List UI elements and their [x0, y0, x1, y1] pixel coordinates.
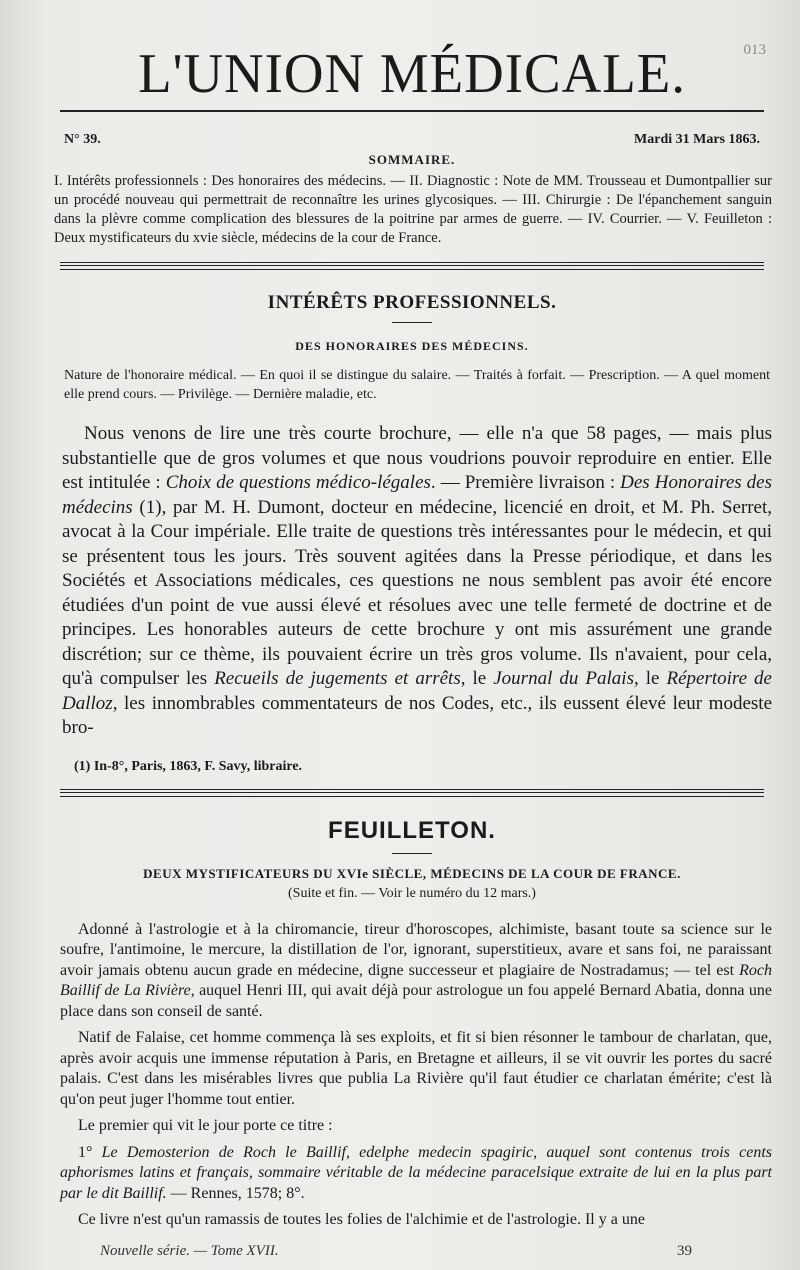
feuilleton-title: FEUILLETON.	[328, 816, 496, 844]
footer-page-number: 39	[677, 1243, 692, 1259]
footnote: (1) In-8°, Paris, 1863, F. Savy, libraire.	[74, 758, 303, 774]
feuilleton-subtitle: DEUX MYSTIFICATEURS DU XVIe SIÈCLE, MÉDECINS DE LA COUR DE FRANCE.	[143, 865, 681, 881]
feuilleton-continuation: (Suite et fin. — Voir le numéro du 12 mars.)	[288, 885, 536, 901]
feuilleton-body	[60, 920, 772, 1231]
masthead-rule	[60, 110, 764, 112]
issue-info	[64, 132, 760, 148]
article-abstract: Nature de l'honoraire médical. — En quoi il se distingue du salaire. — Traités à forfait. — Prescription. — A quel moment elle prend cours. — Privilège. — Dernière maladie, etc.	[64, 368, 770, 402]
feuilleton-paragraph: Le premier qui vit le jour porte ce titre :	[78, 1117, 333, 1134]
feuilleton-paragraph: Adonné à l'astrologie et à la chiromancie, tireur d'horoscopes, alchimiste, basant toute sa science sur le soufre, l'antimoine, le mercure, la distillation de l'or, ignorant, superstitieux, avare et sans foi, ne paraissant avoir jamais obtenu aucun grade en médecine, digne successeur et plagiaire de Nostradamus; — tel est Roch Baillif de La Rivière, auquel Henri III, qui avait déjà pour astrologue un fou appelé Bernard Abatia, donna une place dans son conseil de santé.	[60, 920, 772, 1020]
title-rule	[392, 322, 432, 323]
footer-series: Nouvelle série. — Tome XVII.	[100, 1243, 279, 1259]
top-page-number: 013	[743, 42, 766, 58]
article-body	[62, 422, 772, 741]
feuilleton-rule	[392, 853, 432, 854]
feuilleton-divider	[60, 789, 764, 797]
masthead-title: L'UNION MÉDICALE.	[138, 43, 686, 105]
feuilleton-reference: 1° Le Demosterion de Roch le Baillif, edelphe medecin spagiric, auquel sont contenus trois cents aphorismes latins et français, sommaire véritable de la médecine paracelsique extraite de lui en la plus part par le dit Baillif. — Rennes, 1578; 8°.	[60, 1143, 772, 1202]
issue-number: N° 39.	[64, 132, 101, 147]
issue-date: Mardi 31 Mars 1863.	[634, 132, 760, 147]
section-divider	[60, 262, 764, 270]
section-title-interets: INTÉRÊTS PROFESSIONNELS.	[267, 292, 557, 313]
feuilleton-paragraph: Natif de Falaise, cet homme commença là ses exploits, et fit si bien résonner le tambour de charlatan, que, après avoir acquis une immense réputation à Paris, en Bretagne et ailleurs, il se vit ouvrir les portes du sacré palais. C'est dans les misérables livres que publia La Rivière qu'il faut étudier ce charlatan émérite; c'est là qu'on peut juger l'homme tout entier.	[60, 1029, 772, 1108]
feuilleton-paragraph: Ce livre n'est qu'un ramassis de toutes les folies de l'alchimie et de l'astrologie. Il y a une	[78, 1211, 645, 1228]
sommaire-text: I. Intérêts professionnels : Des honoraires des médecins. — II. Diagnostic : Note de MM. Trousseau et Dumontpallier sur un procédé nouveau qui permettrait de reconnaître les urines glycosiques. — III. Chirurgie : De l'épanchement sanguin dans la plèvre comme complication des blessures de la poitrine par armes de guerre. — IV. Courrier. — V. Feuilleton : Deux mystificateurs du xvie siècle, médecins de la cour de France.	[54, 173, 772, 246]
article-paragraph: Nous venons de lire une très courte brochure, — elle n'a que 58 pages, — mais plus substantielle que de gros volumes et que nous voudrions pouvoir reproduire en entier. Elle est intitulée : Choix de questions médico-légales. — Première livraison : Des Honoraires des médecins (1), par M. H. Dumont, docteur en médecine, licencié en droit, et M. Ph. Serret, avocat à la Cour impériale. Elle traite de questions très intéressantes pour le médecin, et qui se présentent tous les jours. Très souvent agitées dans la Presse périodique, et dans les Sociétés et Associations médicales, ces questions ne nous semblent pas avoir été encore étudiées d'un point de vue aussi élevé et résolues avec une telle fermeté de doctrine et de principes. Les honorables auteurs de cette brochure y ont mis assurément une grande discrétion; sur ce thème, ils pouvaient écrire un très gros volume. Ils n'avaient, pour cela, qu'à compulser les Recueils de jugements et arrêts, le Journal du Palais, le Répertoire de Dalloz, les innombrables commentateurs de nos Codes, etc., ils eussent élevé leur modeste bro-	[62, 423, 772, 738]
page-footer	[100, 1243, 692, 1260]
sommaire-title: SOMMAIRE.	[368, 152, 456, 167]
article-title: DES HONORAIRES DES MÉDECINS.	[295, 339, 529, 353]
